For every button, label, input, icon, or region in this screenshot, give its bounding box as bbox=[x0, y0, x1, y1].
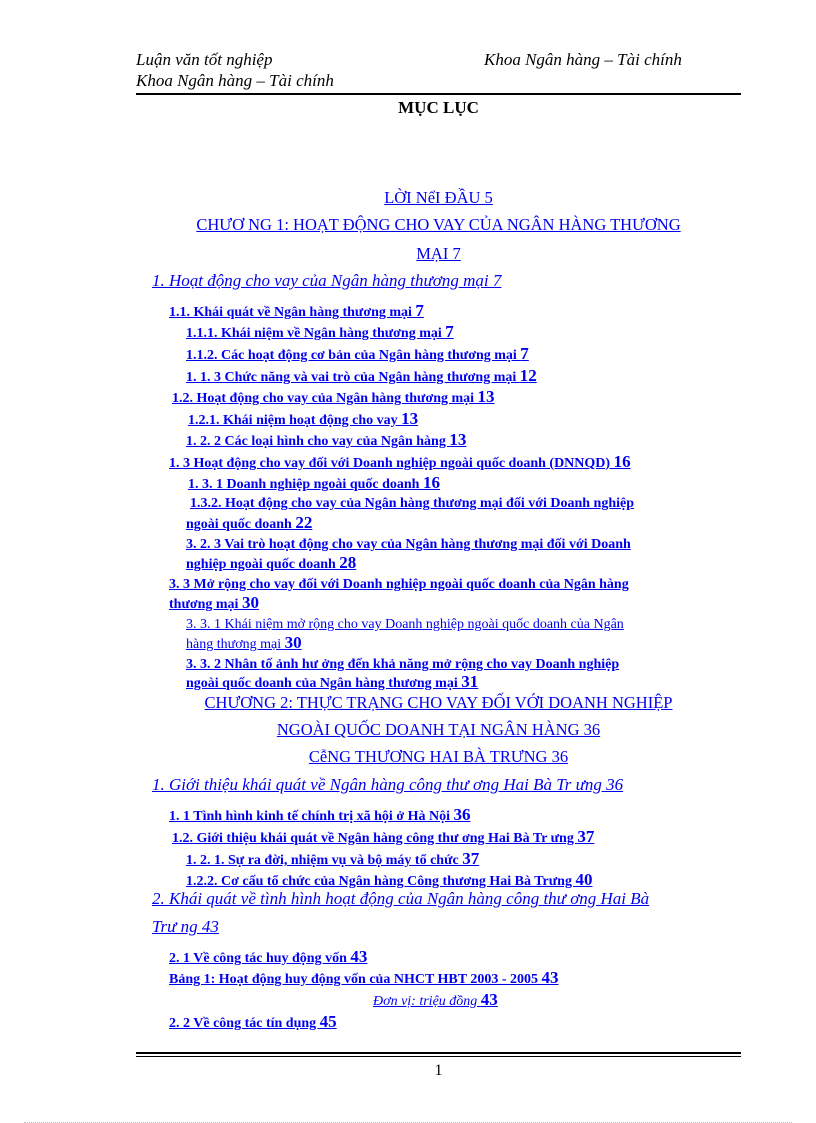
toc-entry-ch2-2-1[interactable]: 2. 1 Về công tác huy động vốn 43 bbox=[169, 947, 368, 966]
header-left-line1: Luận văn tốt nghiệp bbox=[136, 50, 273, 69]
footer-divider-thin bbox=[136, 1056, 741, 1057]
toc-entry-chapter-1-cont[interactable]: MẠI 7 bbox=[416, 244, 461, 263]
toc-entry-ch2-1-2[interactable]: 1.2. Giới thiệu khái quát về Ngân hàng công thư ơng Hai Bà Tr ưng 37 bbox=[172, 827, 595, 846]
page-number: 1 bbox=[434, 1062, 443, 1079]
toc-entry-3-3-2-cont[interactable]: ngoài quốc doanh của Ngân hàng thương mại 31 bbox=[186, 672, 479, 691]
toc-entry-loi-noi-dau[interactable]: LỜI NểI ĐẦU 5 bbox=[384, 188, 493, 207]
toc-entry-ch2-1-2-2[interactable]: 1.2.2. Cơ cấu tổ chức của Ngân hàng Công thương Hai Bà Trưng 40 bbox=[186, 870, 593, 889]
toc-entry-table-1[interactable]: Bảng 1: Hoạt động huy động vốn của NHCT HBT 2003 - 2005 43 bbox=[169, 968, 559, 987]
toc-entry-3-3-cont[interactable]: thương mại 30 bbox=[169, 593, 259, 612]
toc-entry-1-2-1[interactable]: 1.2.1. Khái niệm hoạt động cho vay 13 bbox=[188, 409, 419, 428]
toc-entry-1-3-2-cont[interactable]: ngoài quốc doanh 22 bbox=[186, 513, 313, 532]
toc-entry-3-3-1[interactable]: 3. 3. 1 Khái niệm mở rộng cho vay Doanh nghiệp ngoài quốc doanh của Ngân bbox=[186, 617, 624, 632]
toc-entry-3-3-2[interactable]: 3. 3. 2 Nhân tố ảnh hư ởng đến khả năng mở rộng cho vay Doanh nghiệp bbox=[186, 657, 620, 672]
toc-entry-chapter-2[interactable]: CHƯƠNG 2: THỰC TRẠNG CHO VAY ĐỐI VỚI DOANH NGHIỆP bbox=[204, 693, 673, 712]
toc-entry-1-3-1[interactable]: 1. 3. 1 Doanh nghiệp ngoài quốc doanh 16 bbox=[188, 473, 440, 492]
footer-divider bbox=[136, 1052, 741, 1054]
toc-entry-1-3[interactable]: 1. 3 Hoạt động cho vay đối với Doanh nghiệp ngoài quốc doanh (DNNQD) 16 bbox=[169, 452, 631, 471]
toc-entry-1-1-1[interactable]: 1.1.1. Khái niệm về Ngân hàng thương mại 7 bbox=[186, 322, 454, 341]
toc-entry-ch2-section-1[interactable]: 1. Giới thiệu khái quát về Ngân hàng công thư ơng Hai Bà Tr ưng 36 bbox=[152, 775, 624, 794]
toc-entry-1-3-2[interactable]: 1.3.2. Hoạt động cho vay của Ngân hàng thương mại đối với Doanh nghiệp bbox=[190, 496, 634, 511]
toc-entry-1-2[interactable]: 1.2. Hoạt động cho vay của Ngân hàng thương mại 13 bbox=[172, 387, 495, 406]
toc-entry-3-3[interactable]: 3. 3 Mở rộng cho vay đối với Doanh nghiệp ngoài quốc doanh của Ngân hàng bbox=[169, 577, 629, 592]
header-divider bbox=[136, 93, 741, 95]
header-right-line1: Khoa Ngân hàng – Tài chính bbox=[484, 50, 682, 69]
toc-entry-chapter-1[interactable]: CHƯƠ NG 1: HOẠT ĐỘNG CHO VAY CỦA NGÂN HÀNG THƯƠNG bbox=[196, 215, 681, 234]
toc-entry-1-2-2[interactable]: 1. 2. 2 Các loại hình cho vay của Ngân hàng 13 bbox=[186, 430, 467, 449]
toc-entry-3-2-3-cont[interactable]: nghiệp ngoài quốc doanh 28 bbox=[186, 553, 357, 572]
toc-entry-ch2-1-2-1[interactable]: 1. 2. 1. Sự ra đời, nhiệm vụ và bộ máy tổ chức 37 bbox=[186, 849, 480, 868]
toc-entry-chapter-2-cont2[interactable]: CễNG THƯƠNG HAI BÀ TRƯNG 36 bbox=[308, 747, 569, 766]
toc-entry-ch2-1-1[interactable]: 1. 1 Tình hình kinh tế chính trị xã hội ở Hà Nội 36 bbox=[169, 805, 471, 824]
toc-entry-3-2-3[interactable]: 3. 2. 3 Vai trò hoạt động cho vay của Ngân hàng thương mại đối với Doanh bbox=[186, 537, 631, 552]
toc-entry-ch2-section-2-cont[interactable]: Trư ng 43 bbox=[152, 917, 219, 936]
page-title: MỤC LỤC bbox=[398, 98, 479, 117]
toc-entry-3-3-1-cont[interactable]: hàng thương mại 30 bbox=[186, 633, 302, 652]
toc-entry-chapter-2-cont[interactable]: NGOÀI QUỐC DOANH TẠI NGÂN HÀNG 36 bbox=[276, 720, 601, 739]
toc-entry-ch2-section-2[interactable]: 2. Khái quát về tình hình hoạt động của Ngân hàng công thư ơng Hai Bà bbox=[152, 889, 650, 908]
toc-entry-1-1[interactable]: 1.1. Khái quát về Ngân hàng thương mại 7 bbox=[169, 301, 424, 320]
toc-entry-ch2-2-2[interactable]: 2. 2 Về công tác tín dụng 45 bbox=[169, 1012, 337, 1031]
toc-entry-unit-note[interactable]: Đơn vị: triệu đồng 43 bbox=[373, 990, 498, 1009]
toc-entry-1-1-2[interactable]: 1.1.2. Các hoạt động cơ bản của Ngân hàng thương mại 7 bbox=[186, 344, 529, 363]
toc-entry-section-1[interactable]: 1. Hoạt động cho vay của Ngân hàng thương mại 7 bbox=[152, 271, 502, 290]
header-left-line2: Khoa Ngân hàng – Tài chính bbox=[136, 71, 334, 90]
toc-entry-1-1-3[interactable]: 1. 1. 3 Chức năng và vai trò của Ngân hàng thương mại 12 bbox=[186, 366, 537, 385]
